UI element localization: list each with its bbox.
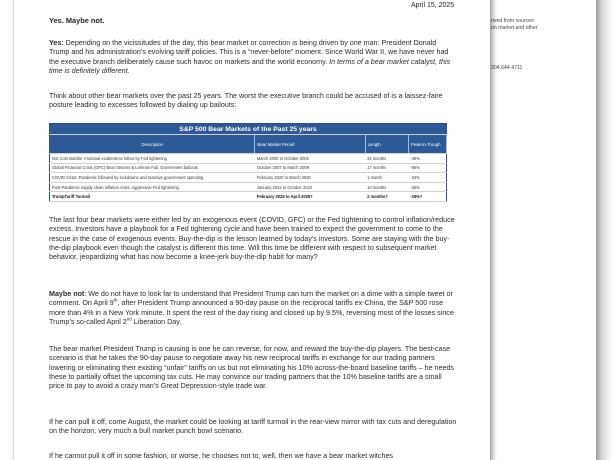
column-header: Bear Market Period	[255, 135, 365, 154]
table-row	[50, 192, 447, 202]
table-cell: January 2022 to October 2022	[255, 182, 365, 192]
paragraph-scenario	[49, 345, 457, 391]
table-title: S&P 500 Bear Markets of the Past 25 years	[50, 124, 447, 135]
table-row	[50, 154, 447, 164]
background-page-text: rived from sources	[491, 18, 534, 24]
bear-market-table	[49, 123, 447, 202]
table-cell: 17 months	[365, 163, 408, 173]
paragraph-text: Depending on the vicissitudes of the day, this bear market or correction is being driven by one man: President Donald Trump and his administration’s evolving tariff policies. This is a “never-before” moment. Since World War II, we have never had the executive branch deliberately cause such havoc on markets and the world economy.	[49, 39, 449, 66]
paragraph-context	[49, 92, 457, 111]
paragraph-text: Liberation Day.	[131, 317, 182, 326]
table-cell: -49%	[408, 154, 446, 164]
paragraph-lead: Yes:	[49, 39, 64, 47]
paragraph-text: The last four bear markets were either led by an exogenous event (COVID, GFC) or the Fed tightening to control inflation/reduce excess. Investors have a playbook for a Fed tightening cycle and have been trained to expect the government to come to the rescue in the case of exogenous events. Buy-the-dip is the lesson learned by today’s investors. Some are staying with the buy-the-dip playbook even though the catalyst is different this time. Will this time be different with respect to subsequent market behavior, jeopardizing what has now become a knee-jerk buy-the-dip habit for many?	[49, 216, 455, 262]
paragraph-text: If he cannot pull it off in some fashion, or worse, he chooses not to, well, then we have a bear market witches	[49, 452, 393, 460]
background-page-text: 304.644.4711	[491, 65, 523, 71]
paragraph-text: , after President Trump announced a 90-day pause on the reciprocal tariffs ex-China, the S&P 500 rose more than 4% in a New York minute. It spent the rest of the day rising and closed up by 9.5%, reversing most of the losses since Trump’s so-called April 2	[49, 299, 454, 326]
document-date: April 15, 2025	[411, 2, 455, 9]
background-page	[470, 0, 613, 460]
paragraph-lead: Maybe not	[49, 290, 85, 298]
table-cell: TrumpTariff Turmoil	[50, 192, 255, 202]
table-cell: -56%	[408, 163, 446, 173]
paragraph-if-failure	[49, 452, 457, 460]
table-cell: 31 months	[365, 154, 408, 164]
section-heading: Yes. Maybe not.	[49, 16, 105, 25]
table-cell: March 2000 to October 2002	[255, 154, 365, 164]
table-cell: -34%	[408, 173, 446, 183]
paragraph-text: If he can pull it off, come August, the market could be looking at tariff turmoil in the rear-view mirror with tax cuts and deregulation on the horizon, very much a bull market punch bowl scenario.	[49, 418, 457, 436]
table-cell: October 2007 to March 2009	[255, 163, 365, 173]
document-page	[14, 0, 490, 460]
table-row	[50, 182, 447, 192]
superscript: th	[113, 297, 118, 303]
table-row	[50, 163, 447, 173]
table-cell: Global Financial Crisis (GFC) Bear Stearns & Lehman Fail. Government bailouts	[50, 163, 255, 173]
table-row	[50, 173, 447, 183]
table-cell: -25%	[408, 182, 446, 192]
table-cell: COVID Crisis: Pandemic followed by lockdowns and massive government spending	[50, 173, 255, 183]
column-header: Length	[365, 135, 408, 154]
table-cell: February 2025 to April 2025?	[255, 192, 365, 202]
paragraph-text: Think about other bear markets over the past 25 years. The worst the executive branch could be accused of is a laissez-faire posture leading to excesses followed by dialing up bailouts:	[49, 92, 443, 110]
column-header: Peak-to-Trough	[408, 135, 446, 154]
paragraph-catalysts	[49, 216, 457, 262]
page-edge-shadow	[596, 0, 613, 460]
background-page-text: on market and other	[491, 25, 538, 31]
paragraph-yes	[49, 39, 457, 76]
paragraph-if-success	[49, 418, 457, 437]
table-cell: February 2020 to March 2020	[255, 173, 365, 183]
paragraph-emphasis: In terms of a bear market catalyst, this time is definitely different.	[49, 57, 451, 75]
paragraph-text: The bear market President Trump is causing is one he can reverse, for now, and reward the buy-the-dip players. The best-case scenario is that he takes the 90-day pause to negotiate away his new reciprocal tariffs in exchange for our trading partners lowering or eliminating their existing “unfair” tariffs on us but not eliminating his 10% across-the-board baseline tariffs – he needs these to partially offset the upcoming tax cuts. He may convince our trading partners that the 10% baseline tariffs are a small price to pay to avoid a crazy man’s Great Depression-style trade war.	[49, 345, 454, 391]
table-cell: -19%?	[408, 192, 446, 202]
column-header: Description	[50, 135, 255, 154]
table-cell: 10 months	[365, 182, 408, 192]
table-cell: Dot Com Bubble. Irrational exuberance follow by Fed tightening	[50, 154, 255, 164]
paragraph-text: : We do not have to look far to understand that President Trump can turn the market on a dime with a simple tweet or comment. On April 9	[49, 290, 453, 308]
paragraph-maybe-not	[49, 290, 457, 327]
table-cell: 1 month	[365, 173, 408, 183]
table-cell: 2 months?	[365, 192, 408, 202]
table-cell: Post-Pandemic supply chain inflation crisis. Aggressive Fed tightening	[50, 182, 255, 192]
superscript: nd	[126, 316, 132, 322]
